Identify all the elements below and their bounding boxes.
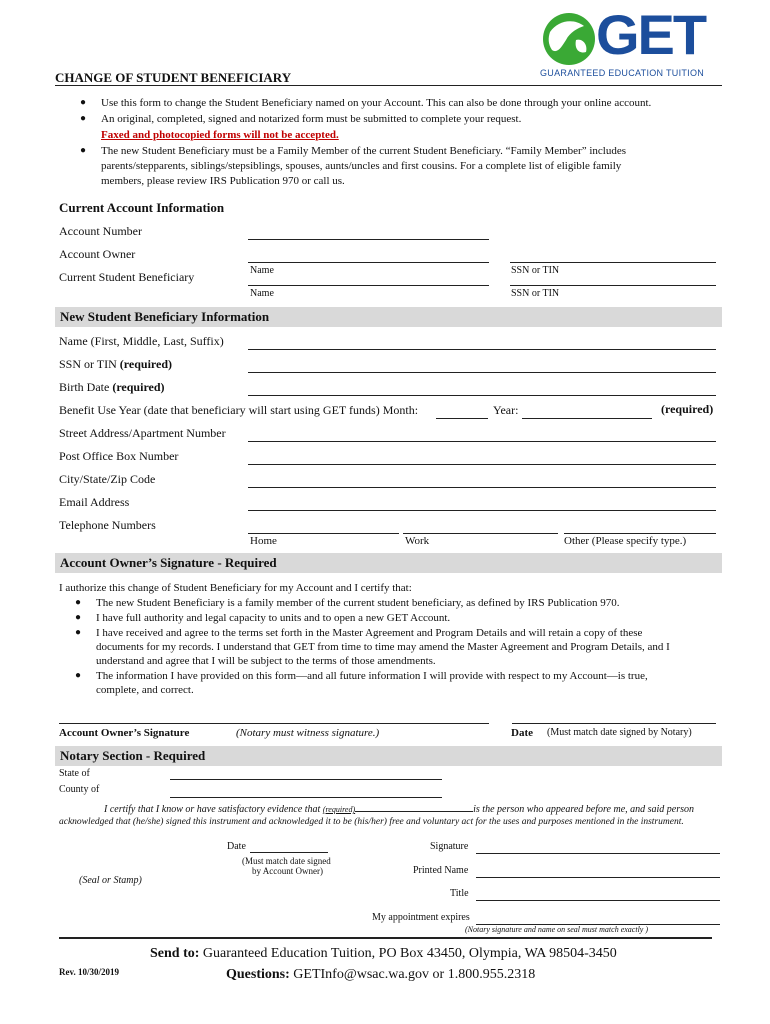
benefit-month-field[interactable]	[436, 418, 488, 419]
intro-line-1: Use this form to change the Student Beneficiary named on your Account. This can also be done through your online account.	[101, 97, 652, 109]
notary-date-label: Date	[227, 841, 246, 852]
current-beneficiary-label: Current Student Beneficiary	[59, 270, 195, 284]
birth-date-field[interactable]	[248, 395, 716, 396]
owner-date-label: Date	[511, 727, 533, 739]
notary-heading: Notary Section - Required	[60, 748, 206, 763]
street-label: Street Address/Apartment Number	[59, 426, 226, 440]
new-beneficiary-section-bar	[55, 307, 722, 327]
city-field[interactable]	[248, 487, 716, 488]
new-ssn-field[interactable]	[248, 372, 716, 373]
cert-bullet-4: The information I have provided on this form—and all future information I will provide with respect to my Account—is true,	[96, 670, 648, 682]
intro-line-6: members, please review IRS Publication 970 or call us.	[101, 175, 345, 187]
county-field[interactable]	[170, 797, 442, 798]
notary-date-note-2: by Account Owner)	[252, 866, 323, 876]
new-name-field[interactable]	[248, 349, 716, 350]
intro-line-2: An original, completed, signed and notarized form must be submitted to complete your request.	[101, 113, 522, 125]
get-logo	[538, 3, 718, 80]
owner-date-field[interactable]	[512, 723, 716, 724]
owner-signature-heading: Account Owner’s Signature - Required	[60, 555, 277, 570]
work-phone-field[interactable]	[403, 533, 558, 534]
logo-text: GET	[596, 3, 706, 66]
seal-stamp-label: (Seal or Stamp)	[79, 875, 142, 886]
send-to: Send to: Guaranteed Education Tuition, PO Box 43450, Olympia, WA 98504-3450	[150, 946, 617, 961]
title-label: Title	[450, 888, 469, 899]
expires-label: My appointment expires	[372, 912, 470, 923]
notary-date-note-1: (Must match date signed	[242, 856, 331, 866]
printed-name-field[interactable]	[476, 877, 720, 878]
cert-bullet-3c: understand and agree that I will be subject to the terms of those amendments.	[96, 655, 436, 667]
account-owner-label: Account Owner	[59, 247, 136, 261]
title-field[interactable]	[476, 900, 720, 901]
current-beneficiary-ssn-field[interactable]	[510, 285, 716, 286]
birth-date-label: Birth Date (required)	[59, 380, 165, 394]
footer-divider	[59, 937, 712, 939]
owner-signature-label: Account Owner’s Signature	[59, 727, 190, 739]
notary-signature-label: Signature	[430, 841, 469, 852]
owner-signature-section-bar	[55, 553, 722, 573]
owner-signature-field[interactable]	[59, 723, 489, 724]
owner-date-note: (Must match date signed by Notary)	[547, 727, 692, 738]
ben-name-caption: Name	[250, 288, 274, 299]
owner-name-caption: Name	[250, 265, 274, 276]
new-beneficiary-heading: New Student Beneficiary Information	[60, 309, 270, 324]
certify-line-2: acknowledged that (he/she) signed this instrument and acknowledged it to be (his/her) free and voluntary act for the uses and purposes mentioned in the instrument.	[59, 817, 684, 827]
cert-bullet-2: I have full authority and legal capacity to units and to open a new GET Account.	[96, 612, 451, 624]
account-owner-ssn-field[interactable]	[510, 262, 716, 263]
current-account-heading: Current Account Information	[59, 200, 225, 215]
year-label: Year:	[493, 403, 519, 417]
ben-ssn-caption: SSN or TIN	[511, 288, 560, 299]
questions: Questions: GETInfo@wsac.wa.gov or 1.800.955.2318	[226, 967, 536, 982]
current-beneficiary-name-field[interactable]	[248, 285, 489, 286]
email-label: Email Address	[59, 495, 130, 509]
notary-witness-note: (Notary must witness signature.)	[236, 727, 380, 739]
authorize-text: I authorize this change of Student Beneficiary for my Account and I certify that:	[59, 582, 412, 594]
certify-line-1: I certify that I know or have satisfactory evidence that (required) is the person who appeared before me, and said person	[104, 804, 695, 815]
other-phone-field[interactable]	[564, 533, 716, 534]
cert-bullet-3b: documents for my records. I understand that GET from time to time may amend the Master Agreement and Program Details, and I	[96, 641, 670, 653]
benefit-year-field[interactable]	[522, 418, 652, 419]
city-label: City/State/Zip Code	[59, 472, 156, 486]
intro-line-4: The new Student Beneficiary must be a Family Member of the current Student Beneficiary. “Family Member” includes	[101, 145, 626, 157]
printed-name-label: Printed Name	[413, 865, 469, 876]
home-caption: Home	[250, 535, 277, 547]
notary-signature-field[interactable]	[476, 853, 720, 854]
state-field[interactable]	[170, 779, 442, 780]
new-ssn-label: SSN or TIN (required)	[59, 357, 173, 371]
page-title: CHANGE OF STUDENT BENEFICIARY	[55, 70, 292, 85]
pobox-field[interactable]	[248, 464, 716, 465]
owner-ssn-caption: SSN or TIN	[511, 265, 560, 276]
seal-match-note: (Notary signature and name on seal must match exactly )	[465, 925, 649, 934]
benefit-year-label: Benefit Use Year (date that beneficiary will start using GET funds) Month:	[59, 403, 419, 417]
cert-bullet-3: I have received and agree to the terms set forth in the Master Agreement and Program Details and will retain a copy of these	[96, 627, 643, 639]
home-phone-field[interactable]	[248, 533, 399, 534]
email-field[interactable]	[248, 510, 716, 511]
notary-date-field[interactable]	[250, 852, 328, 853]
account-owner-name-field[interactable]	[248, 262, 489, 263]
account-number-field[interactable]	[248, 239, 489, 240]
cert-bullet-4b: complete, and correct.	[96, 684, 194, 696]
logo-globe-icon	[540, 10, 598, 68]
revision-date: Rev. 10/30/2019	[59, 967, 119, 977]
pobox-label: Post Office Box Number	[59, 449, 179, 463]
other-caption: Other (Please specify type.)	[564, 535, 687, 547]
new-name-label: Name (First, Middle, Last, Suffix)	[59, 334, 224, 348]
benefit-required: (required)	[661, 402, 714, 416]
phone-label: Telephone Numbers	[59, 518, 156, 532]
intro-line-5: parents/stepparents, siblings/stepsiblings, spouses, aunts/uncles and first cousins. For a complete list of eligible family	[101, 160, 622, 172]
street-field[interactable]	[248, 441, 716, 442]
notary-section-bar	[55, 746, 722, 766]
cert-bullet-1: The new Student Beneficiary is a family member of the current student beneficiary, as defined by IRS Publication 970.	[96, 597, 620, 609]
state-label: State of	[59, 768, 90, 779]
county-label: County of	[59, 784, 100, 795]
logo-subtitle: GUARANTEED EDUCATION TUITION	[540, 68, 705, 78]
account-number-label: Account Number	[59, 224, 142, 238]
certify-required: (required)	[322, 805, 356, 814]
work-caption: Work	[405, 535, 430, 547]
fax-warning: Faxed and photocopied forms will not be accepted.	[101, 129, 339, 141]
